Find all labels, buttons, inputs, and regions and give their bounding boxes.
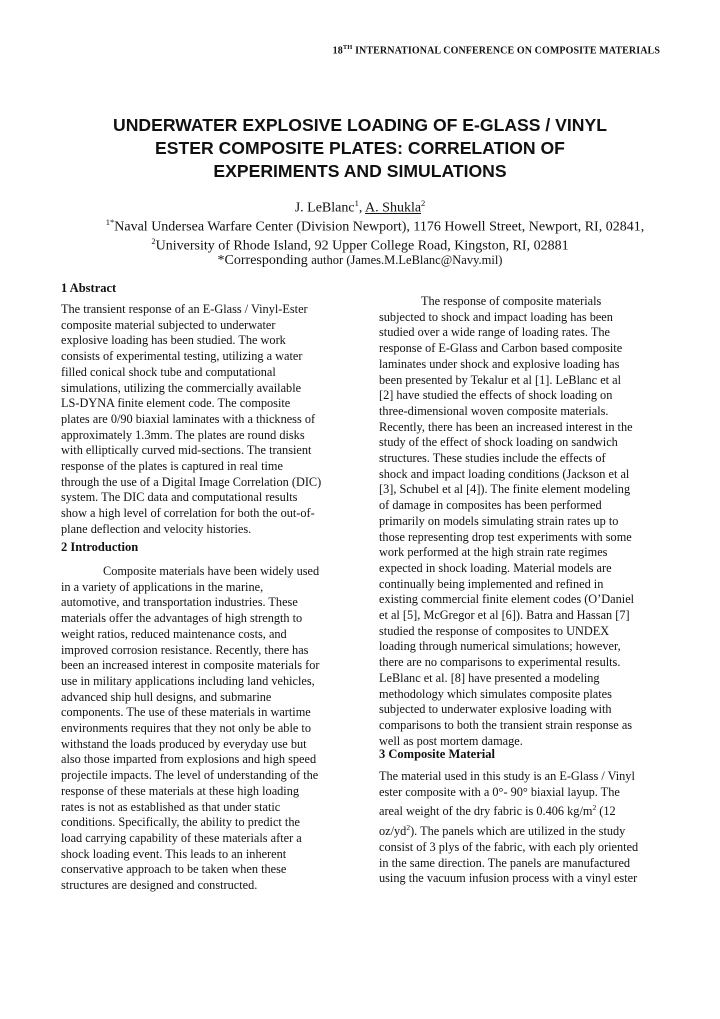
text-line: studied over a wide range of loading rates. The <box>379 325 610 340</box>
text-line: been an increased interest in composite materials for <box>61 658 320 673</box>
text-line: The response of composite materials <box>421 294 602 308</box>
text-line: show a high level of correlation for both the out-of- <box>61 506 315 521</box>
text-line: those representing drop test experiments with some <box>379 529 632 544</box>
text-line: [3], Schubel et al [4]). The finite element modeling <box>379 482 631 497</box>
text-line: composite material subjected to underwater <box>61 317 276 332</box>
text-line: components. The use of these materials in wartime <box>61 705 311 720</box>
section-heading-abstract: 1 Abstract <box>61 281 117 295</box>
text-line: use in military applications including land vehicles, <box>61 673 315 688</box>
text-line: conditions. Specifically, the ability to predict the <box>61 815 300 830</box>
text-line: comparisons to both the transient strain response as <box>379 717 633 732</box>
text-line: explosive loading has been studied. The work <box>61 333 286 348</box>
text-line: [2] have studied the effects of shock loading on <box>379 388 613 403</box>
text-line: with elliptically curved mid-sections. The transient <box>61 443 312 458</box>
text-line: laminates under shock and explosive loading has <box>379 356 620 371</box>
text-line: improved corrosion resistance. Recently, there has <box>61 642 309 657</box>
affiliation-1: $^{1*}$Naval Undersea Warfare Center (Division Newport), 1176 Howell Street, Newport, RI, 02841, <box>105 217 645 235</box>
text-line: loading through numerical simulations; however, <box>379 639 621 654</box>
text-line: study of the effect of shock loading on sandwich <box>379 435 618 450</box>
text-line: Recently, there has been an increased interest in the <box>379 419 633 434</box>
text-line: Composite materials have been widely used <box>103 564 320 578</box>
text-line: plates are 0/90 biaxial laminates with a thickness of <box>61 411 316 426</box>
text-line: in a variety of applications in the marine, <box>61 579 264 594</box>
text-line: automotive, and transportation industries. These <box>61 595 298 610</box>
text-line: $oz/yd^2$). The panels which are utilized in the study <box>379 823 626 839</box>
material-heading-wrap <box>379 747 660 763</box>
text-line: structures are designed and constructed. <box>61 878 258 893</box>
text-line: been presented by Tekalur et al [1]. LeBlanc et al <box>379 372 622 387</box>
text-line: LeBlanc et al. [8] have presented a modeling <box>379 670 600 685</box>
section-heading-composite-material: 3 Composite Material <box>379 747 495 761</box>
text-line: subjected to underwater explosive loading with <box>379 702 612 717</box>
text-line: shock loading event. This leads to an inherent <box>61 846 287 861</box>
text-line: ester composite with a 0°- 90° biaxial layup. The <box>379 784 620 799</box>
text-line: weight ratios, reduced maintenance costs, and <box>61 626 287 641</box>
text-line: through the use of a Digital Image Correlation (DIC) <box>61 474 322 489</box>
text-line: methodology which simulates composite plates <box>379 686 612 701</box>
text-line: simulations, utilizing the commercially available <box>61 380 302 395</box>
text-line: materials offer the advantages of high strength to <box>61 611 303 626</box>
text-line: continually being implemented and refined in <box>379 576 604 591</box>
text-line: using the vacuum infusion process with a vinyl ester <box>379 871 638 886</box>
section-heading-introduction: 2 Introduction <box>61 540 139 554</box>
text-line: studied the response of composites to UNDEX <box>379 623 610 638</box>
text-line: areal weight of the dry fabric is 0.406 $kg/m^2$ (12 <box>379 803 616 819</box>
text-line: well as post mortem damage. <box>379 733 523 748</box>
text-line: advanced ship hull designs, and submarine <box>61 689 272 704</box>
material-body <box>379 769 660 887</box>
introduction-continued-body <box>379 294 660 749</box>
text-line: et al [5], McGregor et al [6]). Batra and Hassan [7] <box>379 608 630 623</box>
text-line: expected in shock loading. Material models are <box>379 560 612 575</box>
text-line: consist of 3 plys of the fabric, with each ply oriented <box>379 840 639 854</box>
introduction-body <box>61 564 345 894</box>
text-line: LS-DYNA finite element code. The composite <box>61 396 291 411</box>
title-line: EXPERIMENTS AND SIMULATIONS <box>213 161 507 181</box>
text-line: also those imparted from explosions and high speed <box>61 752 317 767</box>
text-line: existing commercial finite element codes (O’Daniel <box>379 592 635 607</box>
text-line: withstand the loads produced by everyday use but <box>61 736 307 751</box>
author-name: J. LeBlanc <box>294 200 355 216</box>
text-line: work performed at the high strain rate regimes <box>379 545 608 560</box>
text-line: shock and impact loading conditions (Jackson et al <box>379 466 630 481</box>
paper-title <box>70 114 650 183</box>
text-line: system. The DIC data and computational results <box>61 490 298 505</box>
text-line: environments requires that they not only be able to <box>61 721 311 736</box>
text-line: response of these materials at these high loading <box>61 783 300 798</box>
affiliation-2: $^2$University of Rhode Island, 92 Upper College Road, Kingston, RI, 02881 <box>151 236 569 254</box>
text-line: response of the plates is captured in real time <box>61 459 283 474</box>
text-line: in the same direction. The panels are manufactured <box>379 855 631 870</box>
text-line: The material used in this study is an E-Glass / Vinyl <box>379 769 635 783</box>
author-name: A. Shukla <box>365 200 422 216</box>
text-line: The transient response of an E-Glass / Vinyl-Ester <box>61 302 308 316</box>
text-line: approximately 1.3mm. The plates are round disks <box>61 427 305 442</box>
text-line: subjected to shock and impact loading has been <box>379 309 613 324</box>
text-line: structures. These studies include the effects of <box>379 451 606 466</box>
text-line: load carrying capability of these materials after a <box>61 830 302 845</box>
text-line: conservative approach to be taken when these <box>61 862 287 877</box>
left-column <box>61 281 345 297</box>
text-line: of damage in composites has been performed <box>379 498 602 513</box>
text-line: filled conical shock tube and computational <box>61 364 276 379</box>
text-line: plane deflection and velocity histories. <box>61 521 252 536</box>
conference-header: 18TH INTERNATIONAL CONFERENCE ON COMPOSITE MATERIALS <box>332 44 660 57</box>
text-line: primarily on models simulating strain rates up to <box>379 513 619 528</box>
text-line: response of E-Glass and Carbon based composite <box>379 341 623 356</box>
text-line: consists of experimental testing, utilizing a water <box>61 349 303 364</box>
text-line: rates is not as established as that under static <box>61 799 281 814</box>
author-list: J. LeBlanc$^1$, A. Shukla$^2$ <box>294 198 426 216</box>
intro-heading-wrap <box>61 540 345 556</box>
text-line: projectile impacts. The level of understanding of the <box>61 768 319 783</box>
text-line: there are no comparisons to experimental results. <box>379 655 621 670</box>
abstract-body <box>61 302 345 538</box>
title-line: UNDERWATER EXPLOSIVE LOADING OF E-GLASS / VINYL <box>113 115 607 135</box>
corresponding-author: *Corresponding author (James.M.LeBlanc@Navy.mil) <box>217 253 503 268</box>
title-line: ESTER COMPOSITE PLATES: CORRELATION OF <box>155 138 565 158</box>
text-line: three-dimensional woven composite materials. <box>379 403 609 418</box>
